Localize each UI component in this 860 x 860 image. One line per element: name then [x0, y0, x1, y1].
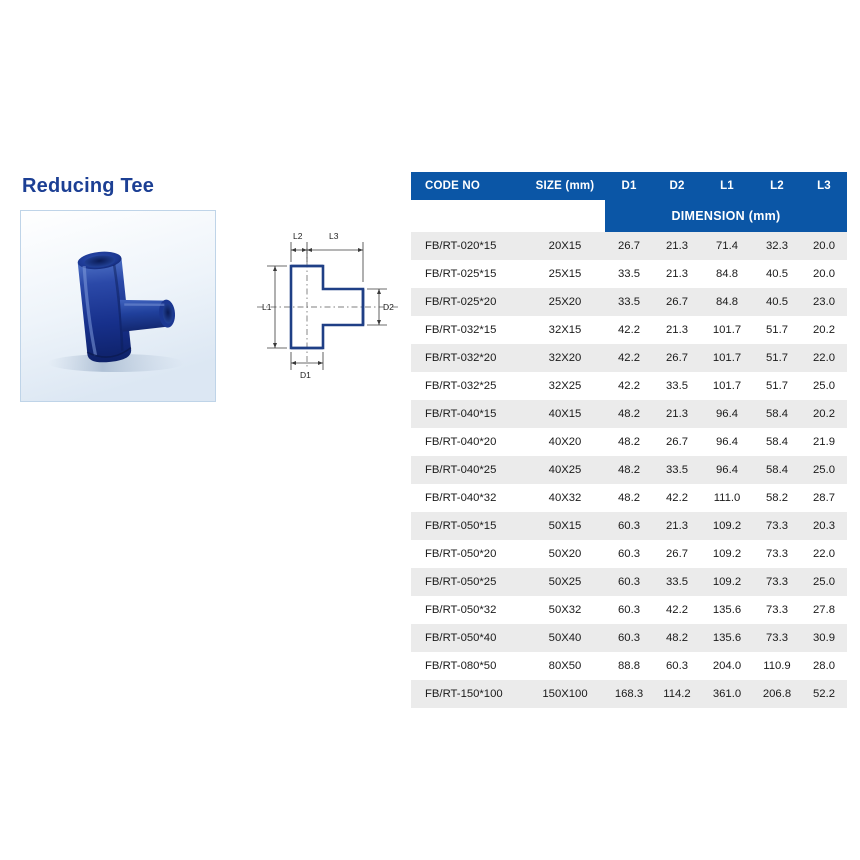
- reducing-tee-photo-illustration: [21, 211, 215, 401]
- cell-value: 25.0: [801, 568, 847, 596]
- cell-value: 60.3: [605, 540, 653, 568]
- cell-value: 48.2: [605, 456, 653, 484]
- cell-value: 26.7: [653, 344, 701, 372]
- label-l1: L1: [262, 302, 272, 312]
- table-row: [411, 456, 847, 484]
- cell-value: 135.6: [701, 624, 753, 652]
- cell-value: 80X50: [525, 652, 605, 680]
- table-row: [411, 512, 847, 540]
- cell-value: 48.2: [605, 484, 653, 512]
- left-panel: [20, 175, 395, 402]
- cell-value: 109.2: [701, 568, 753, 596]
- cell-value: 60.3: [605, 624, 653, 652]
- cell-value: 21.9: [801, 428, 847, 456]
- cell-code-no: FB/RT-032*25: [411, 372, 525, 400]
- cell-code-no: FB/RT-040*25: [411, 456, 525, 484]
- label-d2: D2: [383, 302, 394, 312]
- cell-value: 48.2: [653, 624, 701, 652]
- dimension-table-wrap: [411, 172, 847, 708]
- cell-code-no: FB/RT-020*15: [411, 232, 525, 260]
- cell-code-no: FB/RT-050*20: [411, 540, 525, 568]
- cell-value: 135.6: [701, 596, 753, 624]
- cell-value: 33.5: [605, 288, 653, 316]
- cell-code-no: FB/RT-040*20: [411, 428, 525, 456]
- cell-value: 42.2: [653, 484, 701, 512]
- cell-code-no: FB/RT-025*20: [411, 288, 525, 316]
- cell-value: 71.4: [701, 232, 753, 260]
- cell-code-no: FB/RT-032*20: [411, 344, 525, 372]
- cell-value: 32X25: [525, 372, 605, 400]
- cell-value: 48.2: [605, 400, 653, 428]
- label-l2: L2: [293, 231, 303, 241]
- cell-value: 33.5: [605, 260, 653, 288]
- col-size: SIZE (mm): [525, 172, 605, 200]
- cell-value: 25.0: [801, 456, 847, 484]
- table-row: [411, 372, 847, 400]
- cell-value: 84.8: [701, 260, 753, 288]
- cell-value: 101.7: [701, 316, 753, 344]
- cell-value: 361.0: [701, 680, 753, 708]
- cell-code-no: FB/RT-050*15: [411, 512, 525, 540]
- table-row: [411, 260, 847, 288]
- cell-value: 28.7: [801, 484, 847, 512]
- cell-value: 96.4: [701, 428, 753, 456]
- col-l2: L2: [753, 172, 801, 200]
- table-row: [411, 316, 847, 344]
- table-row: [411, 484, 847, 512]
- cell-value: 40X15: [525, 400, 605, 428]
- cell-value: 206.8: [753, 680, 801, 708]
- cell-value: 42.2: [605, 316, 653, 344]
- col-l3: L3: [801, 172, 847, 200]
- cell-value: 22.0: [801, 540, 847, 568]
- group-header-dimension: DIMENSION (mm): [605, 200, 847, 232]
- cell-value: 32X20: [525, 344, 605, 372]
- table-row: [411, 652, 847, 680]
- cell-value: 58.2: [753, 484, 801, 512]
- cell-value: 150X100: [525, 680, 605, 708]
- cell-value: 73.3: [753, 512, 801, 540]
- cell-value: 110.9: [753, 652, 801, 680]
- cell-value: 111.0: [701, 484, 753, 512]
- cell-value: 40X25: [525, 456, 605, 484]
- cell-value: 114.2: [653, 680, 701, 708]
- cell-value: 101.7: [701, 372, 753, 400]
- cell-value: 21.3: [653, 512, 701, 540]
- table-row: [411, 288, 847, 316]
- cell-value: 51.7: [753, 372, 801, 400]
- cell-value: 204.0: [701, 652, 753, 680]
- cell-value: 58.4: [753, 456, 801, 484]
- cell-code-no: FB/RT-040*32: [411, 484, 525, 512]
- cell-code-no: FB/RT-050*32: [411, 596, 525, 624]
- table-row: [411, 428, 847, 456]
- cell-value: 48.2: [605, 428, 653, 456]
- cell-value: 73.3: [753, 596, 801, 624]
- cell-value: 22.0: [801, 344, 847, 372]
- cell-value: 20.0: [801, 260, 847, 288]
- cell-value: 52.2: [801, 680, 847, 708]
- cell-value: 51.7: [753, 344, 801, 372]
- cell-value: 50X32: [525, 596, 605, 624]
- cell-value: 21.3: [653, 400, 701, 428]
- table-group-header-row: [411, 200, 847, 232]
- table-header-row: [411, 172, 847, 200]
- cell-value: 28.0: [801, 652, 847, 680]
- cell-code-no: FB/RT-050*25: [411, 568, 525, 596]
- technical-drawing: [245, 220, 410, 380]
- table-row: [411, 624, 847, 652]
- cell-value: 50X15: [525, 512, 605, 540]
- cell-value: 84.8: [701, 288, 753, 316]
- col-l1: L1: [701, 172, 753, 200]
- label-d1: D1: [300, 370, 311, 380]
- cell-value: 20.2: [801, 316, 847, 344]
- cell-value: 60.3: [605, 512, 653, 540]
- cell-code-no: FB/RT-040*15: [411, 400, 525, 428]
- label-l3: L3: [329, 231, 339, 241]
- table-body: [411, 232, 847, 708]
- cell-value: 25X15: [525, 260, 605, 288]
- page-title: Reducing Tee: [22, 175, 155, 197]
- cell-value: 33.5: [653, 372, 701, 400]
- cell-value: 26.7: [653, 540, 701, 568]
- cell-code-no: FB/RT-080*50: [411, 652, 525, 680]
- cell-value: 50X25: [525, 568, 605, 596]
- cell-value: 60.3: [653, 652, 701, 680]
- cell-value: 21.3: [653, 260, 701, 288]
- cell-code-no: FB/RT-032*15: [411, 316, 525, 344]
- cell-value: 58.4: [753, 400, 801, 428]
- col-d2: D2: [653, 172, 701, 200]
- cell-value: 109.2: [701, 512, 753, 540]
- cell-value: 25.0: [801, 372, 847, 400]
- cell-code-no: FB/RT-150*100: [411, 680, 525, 708]
- cell-value: 51.7: [753, 316, 801, 344]
- cell-value: 33.5: [653, 568, 701, 596]
- dimension-table: [411, 172, 847, 708]
- cell-value: 73.3: [753, 624, 801, 652]
- table-row: [411, 596, 847, 624]
- cell-value: 32X15: [525, 316, 605, 344]
- cell-value: 21.3: [653, 316, 701, 344]
- cell-value: 20.3: [801, 512, 847, 540]
- cell-value: 25X20: [525, 288, 605, 316]
- cell-value: 58.4: [753, 428, 801, 456]
- cell-value: 32.3: [753, 232, 801, 260]
- cell-value: 27.8: [801, 596, 847, 624]
- cell-value: 40X32: [525, 484, 605, 512]
- cell-value: 23.0: [801, 288, 847, 316]
- cell-value: 88.8: [605, 652, 653, 680]
- cell-value: 73.3: [753, 568, 801, 596]
- cell-value: 20.2: [801, 400, 847, 428]
- cell-value: 50X20: [525, 540, 605, 568]
- table-head: [411, 172, 847, 200]
- cell-value: 101.7: [701, 344, 753, 372]
- col-code-no: CODE NO: [411, 172, 525, 200]
- cell-code-no: FB/RT-050*40: [411, 624, 525, 652]
- cell-value: 40X20: [525, 428, 605, 456]
- table-row: [411, 568, 847, 596]
- table-row: [411, 344, 847, 372]
- cell-value: 33.5: [653, 456, 701, 484]
- col-d1: D1: [605, 172, 653, 200]
- cell-value: 42.2: [605, 344, 653, 372]
- group-header-spacer: [411, 200, 605, 232]
- product-photo: [20, 210, 216, 402]
- cell-value: 73.3: [753, 540, 801, 568]
- cell-value: 26.7: [653, 288, 701, 316]
- cell-value: 60.3: [605, 568, 653, 596]
- cell-value: 96.4: [701, 400, 753, 428]
- cell-value: 168.3: [605, 680, 653, 708]
- cell-value: 30.9: [801, 624, 847, 652]
- cell-value: 109.2: [701, 540, 753, 568]
- cell-code-no: FB/RT-025*15: [411, 260, 525, 288]
- cell-value: 26.7: [653, 428, 701, 456]
- cell-value: 42.2: [605, 372, 653, 400]
- table-row: [411, 232, 847, 260]
- cell-value: 40.5: [753, 260, 801, 288]
- cell-value: 60.3: [605, 596, 653, 624]
- table-row: [411, 400, 847, 428]
- table-row: [411, 540, 847, 568]
- cell-value: 42.2: [653, 596, 701, 624]
- table-row: [411, 680, 847, 708]
- cell-value: 40.5: [753, 288, 801, 316]
- cell-value: 26.7: [605, 232, 653, 260]
- cell-value: 20X15: [525, 232, 605, 260]
- cell-value: 20.0: [801, 232, 847, 260]
- cell-value: 21.3: [653, 232, 701, 260]
- cell-value: 96.4: [701, 456, 753, 484]
- cell-value: 50X40: [525, 624, 605, 652]
